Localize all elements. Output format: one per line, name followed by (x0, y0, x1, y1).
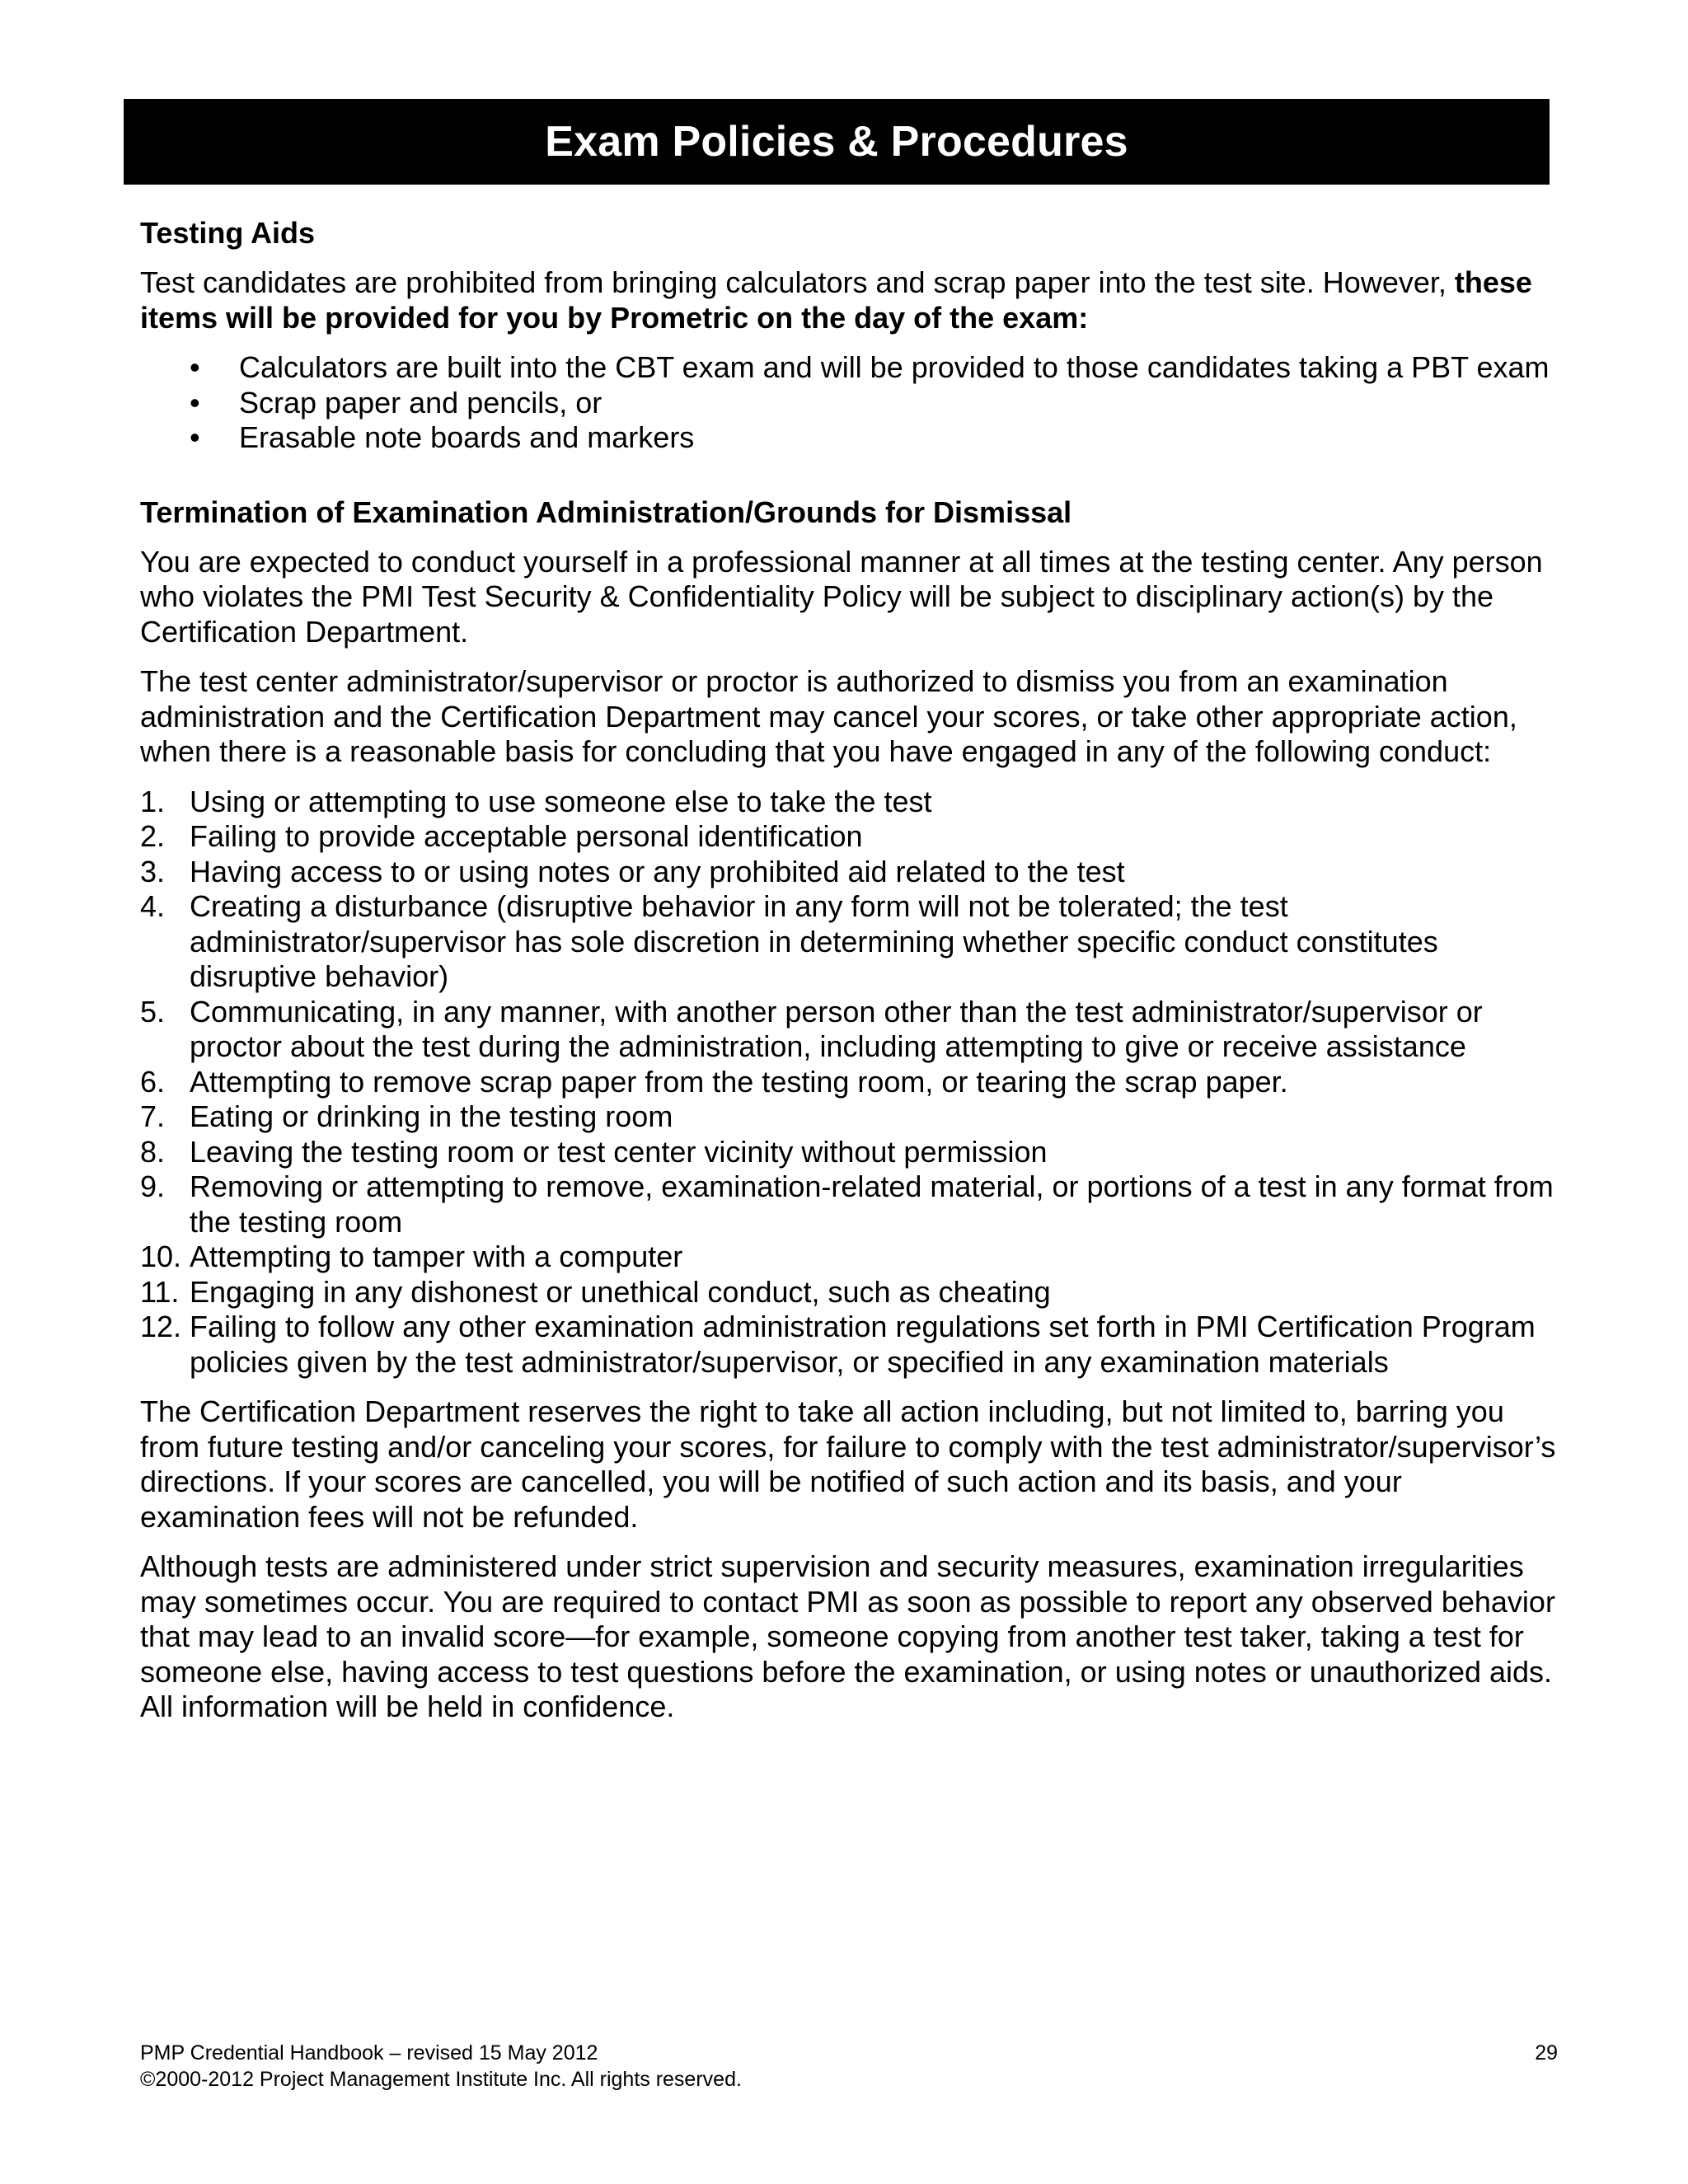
list-item-text: Calculators are built into the CBT exam and will be provided to those candidates taking a PBT exam (239, 350, 1550, 384)
list-item-number: 7. (140, 1099, 166, 1133)
list-item (140, 1065, 1558, 1100)
list-item-text: Having access to or using notes or any prohibited aid related to the test (190, 854, 1125, 888)
list-item (140, 1310, 1558, 1380)
list-item-number: 2. (140, 819, 166, 853)
list-item-number: 1. (140, 784, 166, 818)
list-item (140, 1240, 1558, 1275)
footer-copyright-line: ©2000-2012 Project Management Institute Inc. All rights reserved. (140, 2068, 742, 2091)
page-footer (140, 2040, 1558, 2093)
testing-aids-intro-text: Test candidates are prohibited from bringing calculators and scrap paper into the test site. However, (140, 265, 1455, 299)
page-number: 29 (1535, 2041, 1558, 2064)
termination-paragraph-1: You are expected to conduct yourself in a professional manner at all times at the testing center. Any person who violates the PMI Test Security & Confidentiality Policy will be subject to disciplinary action(s) by the Certification Department. (140, 544, 1543, 649)
list-item-number: 5. (140, 994, 166, 1029)
list-item (140, 889, 1558, 995)
list-item (140, 386, 1558, 421)
list-item (140, 350, 1558, 386)
bullet-icon: • (190, 350, 200, 384)
bullet-icon: • (190, 385, 200, 419)
list-item-number: 8. (140, 1134, 166, 1169)
termination-paragraph-2: The test center administrator/supervisor or proctor is authorized to dismiss you from an examination administration and the Certification Department may cancel your scores, or take other appropriate action, when there is a reasonable basis for concluding that you have engaged in any of the following conduct: (140, 664, 1517, 768)
list-item-number: 10. (140, 1240, 182, 1273)
termination-paragraph-4: Although tests are administered under strict supervision and security measures, examination irregularities may sometimes occur. You are required to contact PMI as soon as possible to report any observed behavior that may lead to an invalid score—for example, someone copying from another test taker, taking a test for someone else, having access to test questions before the examination, or using notes or unauthorized aids. All information will be held in confidence. (140, 1549, 1555, 1723)
list-item-text: Eating or drinking in the testing room (190, 1099, 673, 1133)
list-item (140, 1275, 1558, 1310)
list-item-text: Attempting to remove scrap paper from the testing room, or tearing the scrap paper. (190, 1064, 1288, 1099)
list-item-text: Using or attempting to use someone else to take the test (190, 784, 932, 818)
conduct-list (140, 785, 1558, 1380)
list-item-text: Communicating, in any manner, with another person other than the test administrator/supervisor or proctor about the test during the administration, including attempting to give or receive assistance (190, 994, 1483, 1063)
list-item-text: Erasable note boards and markers (239, 420, 695, 454)
list-item-text: Removing or attempting to remove, examination-related material, or portions of a test in any format from the testing room (190, 1169, 1554, 1239)
list-item (140, 785, 1558, 820)
list-item-text: Leaving the testing room or test center vicinity without permission (190, 1134, 1048, 1169)
list-item (140, 1169, 1558, 1240)
document-body (140, 216, 1558, 1725)
termination-heading: Termination of Examination Administration/Grounds for Dismissal (140, 494, 1072, 529)
testing-aids-intro (140, 265, 1558, 335)
list-item-number: 4. (140, 889, 166, 923)
list-item (140, 1135, 1558, 1170)
list-item-number: 11. (140, 1274, 180, 1309)
list-item (140, 420, 1558, 456)
testing-aids-heading: Testing Aids (140, 216, 316, 250)
list-item-text: Scrap paper and pencils, or (239, 385, 603, 419)
list-item-text: Failing to provide acceptable personal identification (190, 819, 863, 853)
page-title: Exam Policies & Procedures (545, 118, 1128, 166)
list-item (140, 1099, 1558, 1135)
termination-paragraph-3: The Certification Department reserves the right to take all action including, but not limited to, barring you from future testing and/or canceling your scores, for failure to comply with the test administrator/supervisor’s directions. If your scores are cancelled, you will be notified of such action and its basis, and your examination fees will not be refunded. (140, 1394, 1556, 1534)
page-banner (124, 99, 1550, 185)
list-item-text: Creating a disturbance (disruptive behavior in any form will not be tolerated; the test administrator/supervisor has sole discretion in determining whether specific conduct constitutes disruptive behavior) (190, 889, 1438, 993)
list-item (140, 995, 1558, 1065)
list-item (140, 819, 1558, 855)
footer-handbook-line: PMP Credential Handbook – revised 15 May 2012 (140, 2041, 598, 2064)
list-item-number: 12. (140, 1310, 182, 1343)
list-item-number: 9. (140, 1169, 166, 1203)
list-item-text: Engaging in any dishonest or unethical conduct, such as cheating (190, 1274, 1051, 1309)
testing-aids-list (140, 350, 1558, 456)
list-item (140, 855, 1558, 890)
testing-aids-intro-bold: these items will be provided for you by Prometric on the day of the exam: (140, 265, 1532, 335)
list-item-number: 6. (140, 1064, 166, 1099)
list-item-number: 3. (140, 854, 166, 888)
list-item-text: Attempting to tamper with a computer (190, 1240, 683, 1273)
bullet-icon: • (190, 420, 200, 454)
list-item-text: Failing to follow any other examination administration regulations set forth in PMI Certification Program policies given by the test administrator/supervisor, or specified in any examination materials (190, 1310, 1536, 1379)
